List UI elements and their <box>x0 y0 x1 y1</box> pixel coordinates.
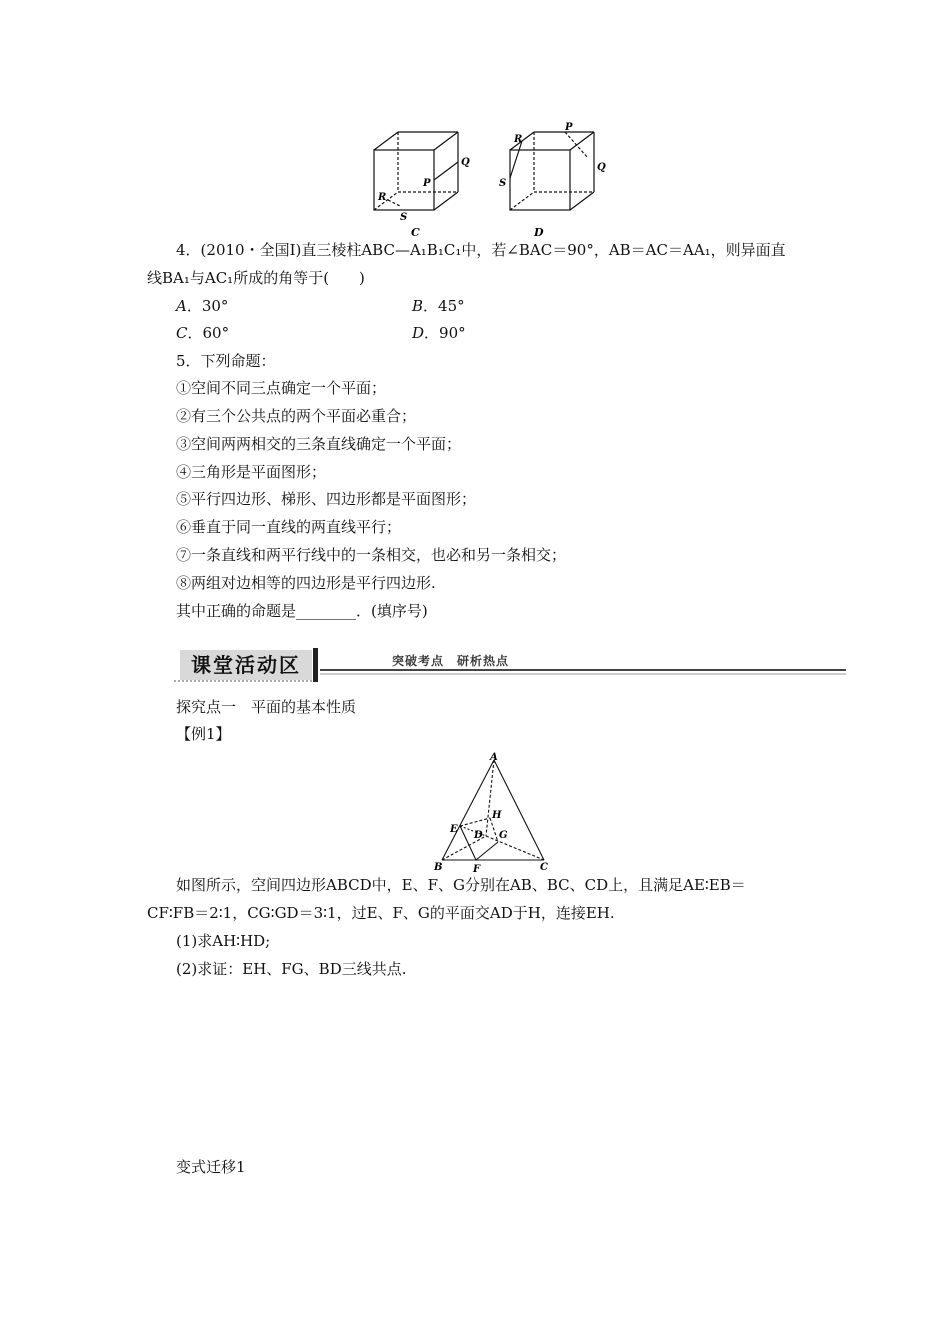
q5-item-2: ②有三个公共点的两个平面必重合； <box>176 407 417 425</box>
problem-part1: (1)求AH∶HD; <box>176 932 271 950</box>
q4-option-c: C．60° <box>176 324 230 342</box>
q4-line1: 4．(2010・全国Ⅰ)直三棱柱ABC—A₁B₁C₁中，若∠BAC＝90°，AB＝AC＝AA₁，则异面直 <box>176 241 786 259</box>
label-b: B <box>434 862 443 873</box>
q5-item-8: ⑧两组对边相等的四边形是平行四边形. <box>176 574 436 592</box>
label-r-left: R <box>378 192 387 203</box>
label-s-right: S <box>499 178 507 189</box>
problem-part2: (2)求证：EH、FG、BD三线共点. <box>176 960 407 978</box>
cube-d <box>510 132 594 210</box>
q5-item-3: ③空间两两相交的三条直线确定一个平面； <box>176 435 462 453</box>
label-q-right: Q <box>597 162 606 173</box>
q4-option-b: B．45° <box>412 297 465 315</box>
q5-item-6: ⑥垂直于同一直线的两直线平行； <box>176 518 402 536</box>
option-letter: C <box>176 324 188 342</box>
label-a: A <box>490 752 498 763</box>
cube-figures <box>360 120 620 240</box>
caption-c: C <box>411 226 420 239</box>
explore-heading: 探究点一 平面的基本性质 <box>176 698 357 716</box>
q5-item-4: ④三角形是平面图形； <box>176 463 327 481</box>
q5-stem: 5．下列命题： <box>176 352 276 370</box>
q4-option-a: A．30° <box>176 297 229 315</box>
example-label: 【例1】 <box>176 725 231 743</box>
variant-label: 变式迁移1 <box>176 1158 246 1176</box>
label-h: H <box>492 810 502 821</box>
label-g: G <box>499 830 508 841</box>
q4-option-d: D．90° <box>412 324 466 342</box>
option-letter: D <box>412 324 425 342</box>
cube-c <box>374 132 458 210</box>
q4-line2: 线BA₁与AC₁所成的角等于( ) <box>147 269 365 287</box>
q5-answer-prompt: 其中正确的命题是________．(填序号) <box>176 602 428 620</box>
label-p-right: P <box>565 122 573 133</box>
problem-line2: CF∶FB＝2∶1，CG∶GD＝3∶1，过E、F、G的平面交AD于H，连接EH. <box>147 904 615 922</box>
label-c: C <box>540 862 548 873</box>
problem-line1: 如图所示，空间四边形ABCD中，E、F、G分别在AB、BC、CD上，且满足AE∶EB＝ <box>176 876 746 894</box>
option-letter: B <box>412 297 424 315</box>
label-f: F <box>473 864 481 875</box>
option-letter: A <box>176 297 187 315</box>
label-e: E <box>450 824 458 835</box>
label-d: D <box>474 830 483 841</box>
tetrahedron-figure <box>430 750 560 876</box>
q5-item-7: ⑦一条直线和两平行线中的一条相交，也必和另一条相交； <box>176 546 567 564</box>
label-s-left: S <box>400 212 408 223</box>
q5-item-5: ⑤平行四边形、梯形、四边形都是平面图形； <box>176 490 477 508</box>
caption-d: D <box>534 226 544 239</box>
label-p-left: P <box>423 178 431 189</box>
section-title: 课堂活动区 <box>191 653 301 677</box>
q5-item-1: ①空间不同三点确定一个平面； <box>176 379 387 397</box>
label-r-right: R <box>514 134 523 145</box>
section-subtitle: 突破考点 研析热点 <box>392 654 510 668</box>
label-q-left: Q <box>461 157 470 168</box>
